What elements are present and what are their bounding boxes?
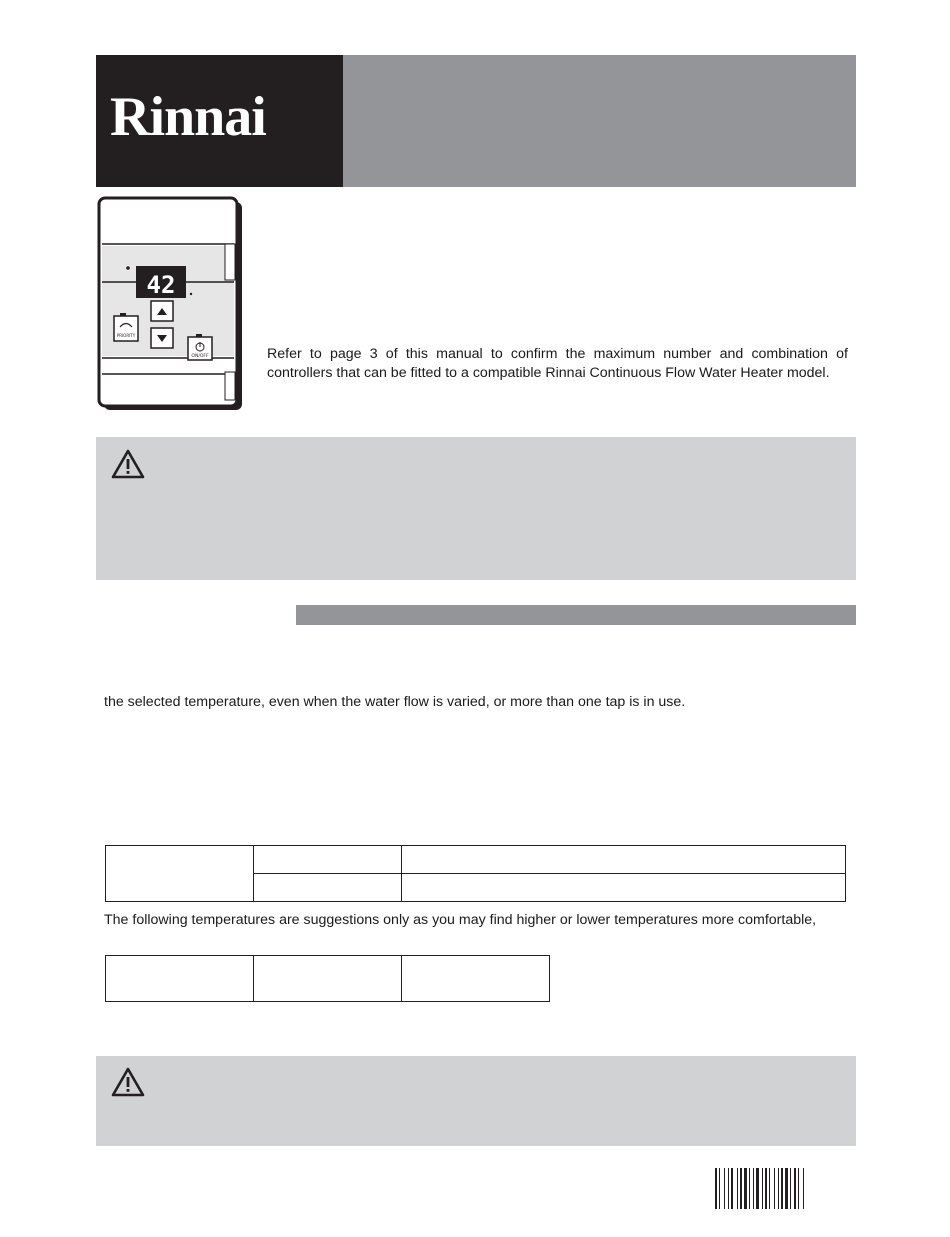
barcode-bar: [781, 1168, 783, 1209]
barcode-bar: [769, 1168, 770, 1209]
brand-logo: Rinnai: [110, 86, 266, 148]
barcode-bar: [803, 1168, 804, 1209]
barcode-bar: [785, 1168, 788, 1209]
barcode-bar: [731, 1168, 733, 1209]
barcode-bar: [724, 1168, 725, 1209]
barcode-bar: [790, 1168, 791, 1209]
logo-block: [96, 55, 343, 187]
on-off-button-label: ON/OFF: [191, 354, 209, 359]
barcode-bar: [749, 1168, 750, 1209]
barcode-bar: [756, 1168, 759, 1209]
barcode-bar: [744, 1168, 747, 1209]
barcode-bar: [740, 1168, 742, 1209]
barcode-bar: [765, 1168, 767, 1209]
priority-button-label: PRIORITY: [116, 333, 136, 338]
barcode-bar: [753, 1168, 754, 1209]
body-text-line-1: the selected temperature, even when the water flow is varied, or more than one tap is in use.: [104, 694, 686, 710]
table-cell: [254, 956, 402, 1002]
barcode-bar: [728, 1168, 729, 1209]
table-cell: [106, 956, 254, 1002]
barcode-bar: [794, 1168, 796, 1209]
table-cell: [106, 846, 254, 902]
warning-triangle-icon: [110, 1066, 146, 1098]
warning-triangle-icon: [110, 448, 146, 480]
table-cell: [402, 874, 846, 902]
barcode-bar: [778, 1168, 779, 1209]
table-cell: [402, 956, 550, 1002]
settings-table: [105, 845, 846, 902]
section-heading-bar: [296, 605, 856, 625]
barcode-bar: [798, 1168, 799, 1209]
intro-paragraph: Refer to page 3 of this manual to confirm the maximum number and combination of controllers that can be fitted to a compatible Rinnai Continuous Flow Water Heater model.: [267, 346, 848, 381]
barcode-bar: [719, 1168, 720, 1209]
barcode-icon: [715, 1168, 859, 1209]
table-cell: [254, 846, 402, 874]
barcode-bar: [762, 1168, 763, 1209]
table-cell: [402, 846, 846, 874]
controller-display: 42: [146, 271, 176, 299]
warning-box-2: [96, 1056, 856, 1146]
barcode-bar: [737, 1168, 738, 1209]
temperature-table: [105, 955, 550, 1002]
barcode-bar: [715, 1168, 717, 1209]
controller-illustration: [94, 196, 246, 414]
body-text-line-2: The following temperatures are suggestions only as you may find higher or lower temperatures more comfortable,: [104, 912, 817, 928]
table-cell: [254, 874, 402, 902]
barcode-bar: [774, 1168, 775, 1209]
header-title-band: [343, 55, 856, 187]
warning-box-1: [96, 437, 856, 580]
